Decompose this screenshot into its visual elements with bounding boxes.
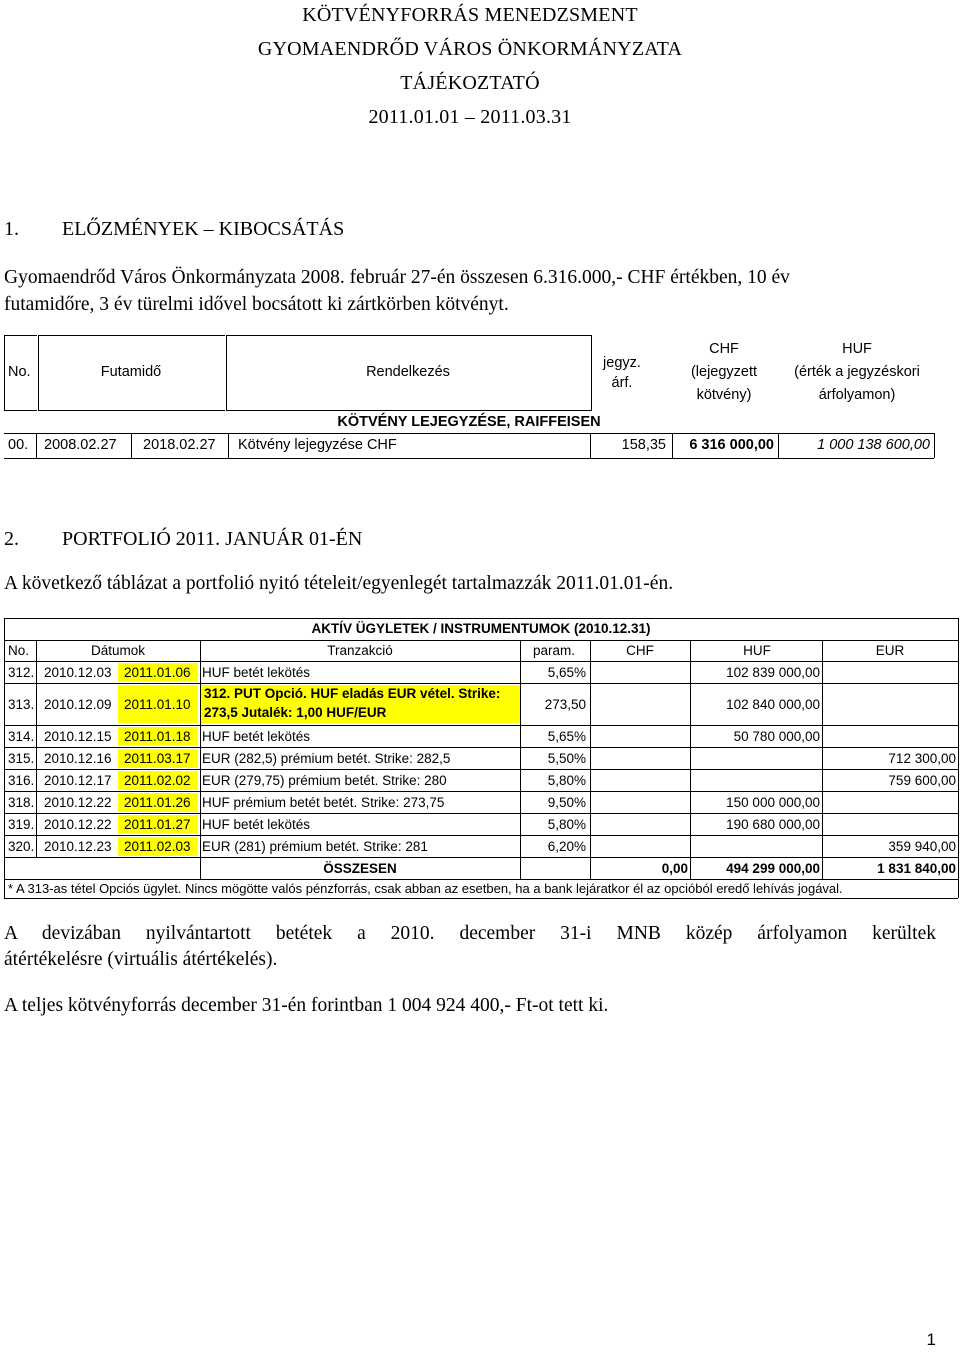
row-param: 273,50 bbox=[544, 697, 586, 712]
row-transaction: HUF prémium betét betét. Strike: 273,75 bbox=[202, 795, 445, 810]
t2-frame-right bbox=[958, 618, 959, 898]
td-rendelkezes: Kötvény lejegyzése CHF bbox=[238, 437, 397, 453]
row-eur: 712 300,00 bbox=[888, 751, 956, 766]
row-date-end: 2011.01.10 bbox=[118, 685, 198, 723]
row-date-start: 2010.12.15 bbox=[44, 729, 112, 744]
section1-heading bbox=[4, 218, 344, 241]
table-row bbox=[4, 725, 958, 747]
row-date-end: 2011.01.18 bbox=[118, 727, 198, 746]
row-date-start: 2010.12.03 bbox=[44, 665, 112, 680]
table-row bbox=[4, 835, 958, 857]
row-transaction: EUR (282,5) prémium betét. Strike: 282,5 bbox=[202, 751, 451, 766]
row-eur: 359 940,00 bbox=[888, 839, 956, 854]
row-huf: 50 780 000,00 bbox=[733, 729, 820, 744]
table1-row-bottom-line bbox=[4, 458, 934, 459]
table2-header-row bbox=[4, 640, 958, 661]
t2-col-divider bbox=[36, 640, 37, 857]
header-line-4: 2011.01.01 – 2011.03.31 bbox=[368, 106, 572, 128]
closing-p1-line-2: átértékelésre (virtuális átértékelés). bbox=[4, 949, 278, 970]
t2-top-line bbox=[4, 618, 958, 619]
row-param: 9,50% bbox=[547, 795, 586, 810]
th-futamido: Futamidő bbox=[100, 364, 162, 380]
table-row bbox=[4, 791, 958, 813]
row-transaction-line-1: 312. PUT Opció. HUF eladás EUR vétel. Strike: bbox=[204, 686, 501, 701]
row-param: 5,80% bbox=[547, 817, 586, 832]
header-line-3: TÁJÉKOZTATÓ bbox=[400, 72, 540, 94]
t2-th-no: No. bbox=[8, 643, 30, 658]
row-huf: 190 680 000,00 bbox=[726, 817, 820, 832]
t2-col-divider bbox=[200, 640, 201, 879]
td-no: 00. bbox=[8, 437, 29, 453]
th-jegyz: jegyz. bbox=[603, 355, 641, 371]
td-to: 2018.02.27 bbox=[143, 437, 216, 453]
table1-divider bbox=[934, 433, 935, 458]
page-number: 1 bbox=[926, 1330, 936, 1349]
table-row bbox=[4, 769, 958, 791]
row-no: 319. bbox=[8, 817, 35, 832]
row-transaction: EUR (279,75) prémium betét. Strike: 280 bbox=[202, 773, 447, 788]
section2-number: 2. bbox=[4, 528, 19, 550]
row-date-end: 2011.03.17 bbox=[118, 749, 198, 768]
row-huf: 102 840 000,00 bbox=[726, 697, 820, 712]
t2-col-divider bbox=[822, 640, 823, 879]
td-arf: 158,35 bbox=[621, 437, 666, 453]
closing-p2: A teljes kötvényforrás december 31-én forintban 1 004 924 400,- Ft-ot tett ki. bbox=[4, 995, 609, 1016]
row-param: 6,20% bbox=[547, 839, 586, 854]
t2-th-param: param. bbox=[532, 643, 576, 658]
section1-number: 1. bbox=[4, 218, 19, 240]
section1-text-line-1: Gyomaendrőd Város Önkormányzata 2008. február 27-én összesen 6.316.000,- CHF értékben, 10 év bbox=[4, 267, 790, 288]
t2-th-huf: HUF bbox=[743, 643, 771, 658]
row-date-start: 2010.12.17 bbox=[44, 773, 112, 788]
table2-title: AKTÍV ÜGYLETEK / INSTRUMENTUMOK (2010.12.31) bbox=[311, 621, 651, 636]
th-huf-2: (érték a jegyzéskori bbox=[794, 364, 920, 380]
row-param: 5,65% bbox=[547, 665, 586, 680]
row-param: 5,50% bbox=[547, 751, 586, 766]
row-transaction: EUR (281) prémium betét. Strike: 281 bbox=[202, 839, 428, 854]
row-no: 318. bbox=[8, 795, 35, 810]
t2-line bbox=[4, 879, 958, 880]
section1-text-line-2: futamidőre, 3 év türelmi idővel bocsátott ki zártkörben kötvényt. bbox=[4, 294, 509, 315]
t2-frame-left bbox=[4, 618, 5, 898]
section1-title: ELŐZMÉNYEK – KIBOCSÁTÁS bbox=[62, 218, 345, 240]
row-param: 5,65% bbox=[547, 729, 586, 744]
row-date-start: 2010.12.22 bbox=[44, 795, 112, 810]
th-rendelkezes: Rendelkezés bbox=[366, 364, 450, 380]
th-chf-3: kötvény) bbox=[696, 387, 752, 403]
table1-divider bbox=[36, 433, 37, 458]
section2-title: PORTFOLIÓ 2011. JANUÁR 01-ÉN bbox=[62, 528, 363, 550]
th-huf-1: HUF bbox=[842, 341, 872, 357]
t2-th-datumok: Dátumok bbox=[90, 643, 146, 658]
table1-divider bbox=[131, 433, 132, 458]
total-huf: 494 299 000,00 bbox=[726, 861, 820, 876]
header-line-2: GYOMAENDRŐD VÁROS ÖNKORMÁNYZATA bbox=[257, 38, 683, 60]
row-date-start: 2010.12.09 bbox=[44, 697, 112, 712]
row-date-end: 2011.02.02 bbox=[118, 771, 198, 790]
row-date-end: 2011.01.06 bbox=[118, 663, 198, 682]
table-total-row bbox=[4, 857, 958, 879]
portfolio-table bbox=[4, 618, 958, 898]
row-date-end: 2011.02.03 bbox=[118, 837, 198, 856]
row-date-end: 2011.01.27 bbox=[118, 815, 198, 834]
th-chf-1: CHF bbox=[709, 341, 739, 357]
closing-p1-line-1: A devizában nyilvántartott betétek a 2010. december 31-i MNB közép árfolyamon kerültek bbox=[4, 923, 936, 944]
row-param: 5,80% bbox=[547, 773, 586, 788]
total-eur: 1 831 840,00 bbox=[877, 861, 956, 876]
td-huf: 1 000 138 600,00 bbox=[817, 437, 930, 453]
t2-th-tranzakcio: Tranzakció bbox=[327, 643, 393, 658]
row-no: 320. bbox=[8, 839, 35, 854]
t2-th-eur: EUR bbox=[875, 643, 905, 658]
row-no: 312. bbox=[8, 665, 35, 680]
th-huf-3: árfolyamon) bbox=[818, 387, 896, 403]
row-date-start: 2010.12.16 bbox=[44, 751, 112, 766]
row-transaction: HUF betét lekötés bbox=[202, 817, 311, 832]
row-transaction: HUF betét lekötés bbox=[202, 665, 311, 680]
table-row bbox=[4, 683, 958, 725]
table1-divider bbox=[590, 433, 591, 458]
t2-th-chf: CHF bbox=[626, 643, 654, 658]
bond-table bbox=[4, 335, 934, 460]
row-transaction: HUF betét lekötés bbox=[202, 729, 311, 744]
th-chf-2: (lejegyzett bbox=[690, 364, 758, 380]
t2-col-divider bbox=[690, 640, 691, 879]
table2-footnote: * A 313-as tétel Opciós ügylet. Nincs mögötte valós pénzforrás, csak abban az esetben, ha a bank lejáratkor él az opcióból eredő lehívás jogával. bbox=[8, 881, 843, 896]
total-chf: 0,00 bbox=[661, 861, 688, 876]
row-no: 313. bbox=[8, 697, 35, 712]
row-no: 314. bbox=[8, 729, 35, 744]
header-line-1: KÖTVÉNYFORRÁS MENEDZSMENT bbox=[302, 4, 638, 26]
row-transaction-line-2: 273,5 Jutalék: 1,00 HUF/EUR bbox=[204, 705, 387, 720]
section2-heading bbox=[4, 528, 362, 551]
th-no: No. bbox=[8, 364, 31, 380]
table1-section-title: KÖTVÉNY LEJEGYZÉSE, RAIFFEISEN bbox=[337, 414, 601, 430]
row-date-end: 2011.01.26 bbox=[118, 793, 198, 812]
section2-text: A következő táblázat a portfolió nyitó tételeit/egyenlegét tartalmazzák 2011.01.01-én. bbox=[4, 573, 674, 594]
th-arf: árf. bbox=[611, 375, 633, 391]
td-chf: 6 316 000,00 bbox=[689, 437, 774, 453]
row-date-start: 2010.12.23 bbox=[44, 839, 112, 854]
row-no: 316. bbox=[8, 773, 35, 788]
row-huf: 150 000 000,00 bbox=[726, 795, 820, 810]
t2-bottom-line bbox=[4, 898, 958, 899]
row-huf: 102 839 000,00 bbox=[726, 665, 820, 680]
table1-divider bbox=[778, 433, 779, 458]
td-from: 2008.02.27 bbox=[44, 437, 117, 453]
table-row bbox=[4, 661, 958, 683]
t2-col-divider bbox=[520, 640, 521, 879]
row-eur: 759 600,00 bbox=[888, 773, 956, 788]
table-row bbox=[4, 813, 958, 835]
t2-col-divider bbox=[590, 640, 591, 879]
table1-row-top-line bbox=[4, 433, 934, 434]
table1-divider bbox=[228, 433, 229, 458]
row-date-start: 2010.12.22 bbox=[44, 817, 112, 832]
row-no: 315. bbox=[8, 751, 35, 766]
table-row bbox=[4, 747, 958, 769]
total-label: ÖSSZESEN bbox=[323, 861, 397, 876]
